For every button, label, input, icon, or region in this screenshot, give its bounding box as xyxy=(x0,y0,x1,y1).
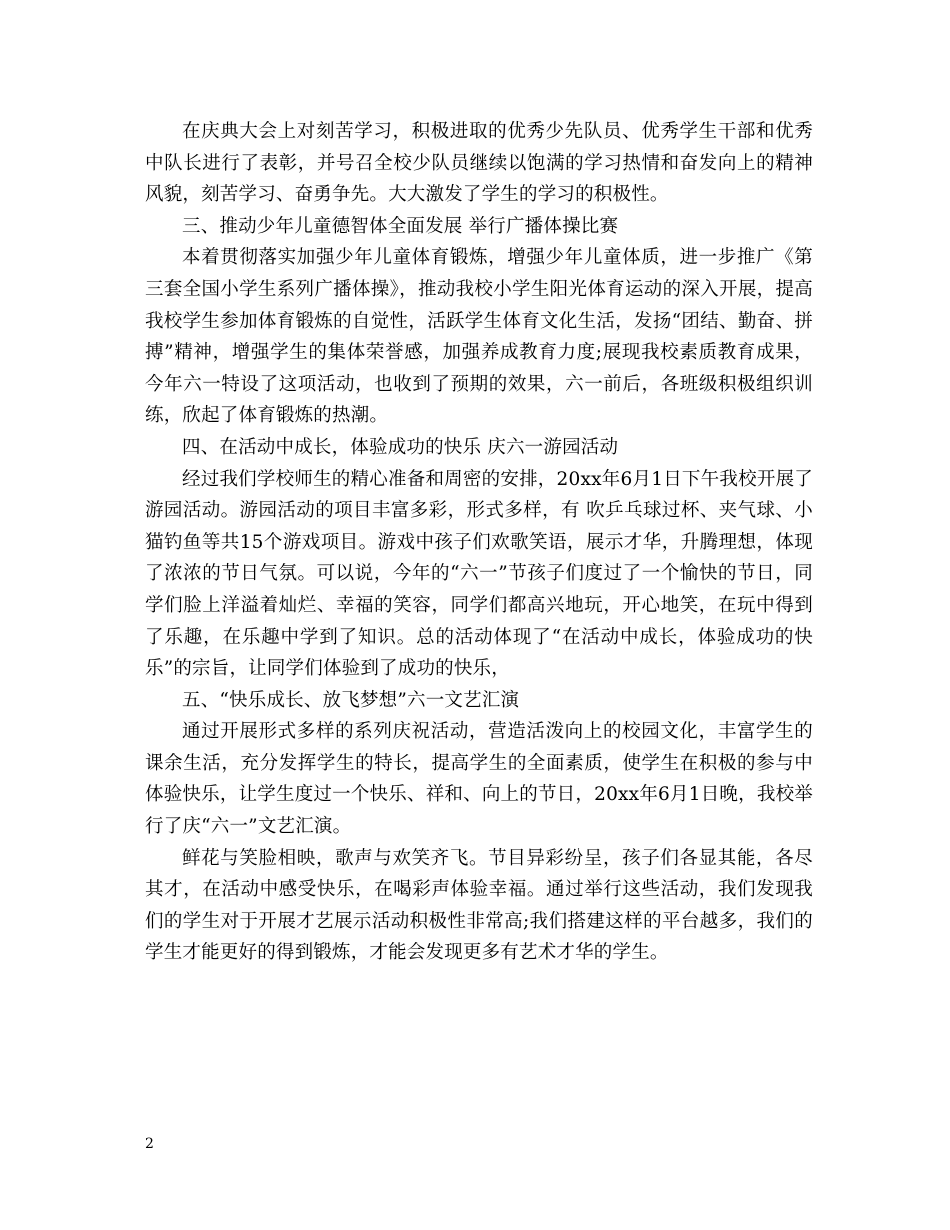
paragraph-garden-party: 经过我们学校师生的精心准备和周密的安排，20xx年6月1日下午我校开展了游园活动。游园活动的项目丰富多彩，形式多样，有 吹乒乓球过杯、夹气球、小猫钓鱼等共15个游戏项目。游戏中孩子们欢歌笑语，展示才华，升腾理想，体现了浓浓的节日气氛。可以说，今年的“六一”节孩子们度过了一个愉快的节日，同学们脸上洋溢着灿烂、幸福的笑容，同学们都高兴地玩，开心地笑，在玩中得到了乐趣，在乐趣中学到了知识。总的活动体现了“在活动中成长，体验成功的快乐”的宗旨，让同学们体验到了成功的快乐， xyxy=(145,468,813,680)
section-heading-broadcast-exercise: 三、推动少年儿童德智体全面发展 举行广播体操比赛 xyxy=(182,215,619,237)
paragraph-broadcast-exercise: 本着贯彻落实加强少年儿童体育锻炼，增强少年儿童体质，进一步推广《第三套全国小学生系列广播体操》，推动我校小学生阳光体育运动的深入开展，提高我校学生参加体育锻炼的自觉性，活跃学生体育文化生活，发扬“团结、勤奋、拼搏”精神，增强学生的集体荣誉感，加强养成教育力度;展现我校素质教育成果，今年六一特设了这项活动，也收到了预期的效果，六一前后，各班级积极组织训练，欣起了体育锻炼的热潮。 xyxy=(145,247,813,427)
section-heading-garden-party: 四、在活动中成长，体验成功的快乐 庆六一游园活动 xyxy=(182,436,619,458)
paragraph-conclusion: 鲜花与笑脸相映，歌声与欢笑齐飞。节目异彩纷呈，孩子们各显其能，各尽其才，在活动中感受快乐，在喝彩声体验幸福。通过举行这些活动，我们发现我们的学生对于开展才艺展示活动积极性非常高;我们搭建这样的平台越多，我们的学生才能更好的得到锻炼，才能会发现更多有艺术才华的学生。 xyxy=(145,847,813,964)
page-number: 2 xyxy=(145,1136,154,1152)
document-body xyxy=(145,116,813,969)
paragraph-commendation: 在庆典大会上对刻苦学习，积极进取的优秀少先队员、优秀学生干部和优秀中队长进行了表彰，并号召全校少队员继续以饱满的学习热情和奋发向上的精神风貌，刻苦学习、奋勇争先。大大激发了学生的学习的积极性。 xyxy=(145,121,813,206)
section-heading-art-show: 五、“快乐成长、放飞梦想”六一文艺汇演 xyxy=(182,689,520,711)
paragraph-art-show: 通过开展形式多样的系列庆祝活动，营造活泼向上的校园文化，丰富学生的课余生活，充分发挥学生的特长，提高学生的全面素质，使学生在积极的参与中体验快乐，让学生度过一个快乐、祥和、向上的节日，20xx年6月1日晚，我校举行了庆“六一”文艺汇演。 xyxy=(145,721,813,838)
